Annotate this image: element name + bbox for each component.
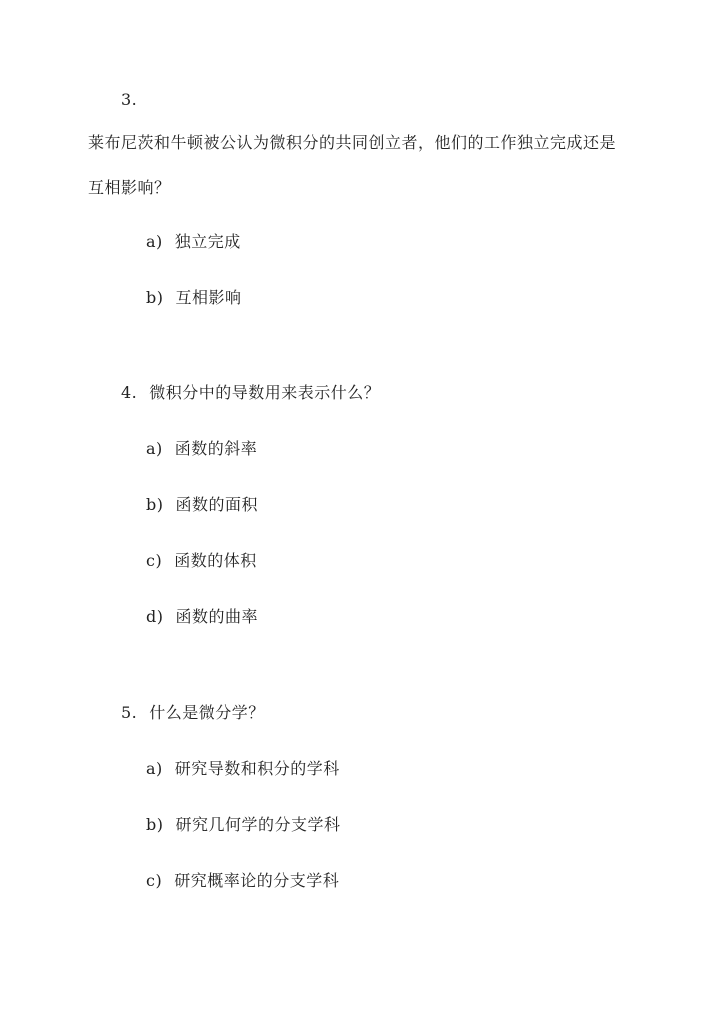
option-letter: b) bbox=[146, 495, 164, 514]
question-4-option-d bbox=[146, 607, 258, 627]
question-5-text: 什么是微分学？ bbox=[149, 703, 265, 722]
option-text: 函数的面积 bbox=[175, 495, 258, 514]
option-text: 研究导数和积分的学科 bbox=[174, 759, 340, 778]
option-text: 研究几何学的分支学科 bbox=[175, 815, 341, 834]
option-text: 研究概率论的分支学科 bbox=[174, 871, 340, 890]
question-4-number: 4. bbox=[121, 383, 138, 402]
option-text: 独立完成 bbox=[174, 232, 241, 251]
question-5-option-b bbox=[146, 815, 341, 835]
question-4-option-b bbox=[146, 495, 258, 515]
question-3-option-b bbox=[146, 288, 242, 308]
question-5-title bbox=[121, 703, 265, 723]
question-5-option-c bbox=[146, 871, 339, 891]
option-letter: c) bbox=[146, 551, 163, 570]
option-letter: b) bbox=[146, 288, 164, 307]
question-5-option-a bbox=[146, 759, 340, 779]
option-letter: c) bbox=[146, 871, 163, 890]
option-letter: d) bbox=[146, 607, 164, 626]
question-3-number: 3. bbox=[121, 90, 138, 109]
option-letter: a) bbox=[146, 439, 163, 458]
option-text: 函数的曲率 bbox=[175, 607, 258, 626]
question-4-text: 微积分中的导数用来表示什么？ bbox=[149, 383, 381, 402]
question-4-option-c bbox=[146, 551, 257, 571]
question-3-option-a bbox=[146, 232, 241, 252]
option-letter: b) bbox=[146, 815, 164, 834]
question-3-text-line-2: 互相影响？ bbox=[88, 178, 171, 197]
question-4-title bbox=[121, 383, 380, 403]
option-text: 互相影响 bbox=[175, 288, 242, 307]
option-letter: a) bbox=[146, 232, 163, 251]
question-3-text-line-1: 莱布尼茨和牛顿被公认为微积分的共同创立者，他们的工作独立完成还是 bbox=[88, 133, 617, 152]
question-5-number: 5. bbox=[121, 703, 138, 722]
option-text: 函数的体积 bbox=[174, 551, 257, 570]
option-text: 函数的斜率 bbox=[174, 439, 258, 458]
question-4-option-a bbox=[146, 439, 257, 459]
option-letter: a) bbox=[146, 759, 163, 778]
